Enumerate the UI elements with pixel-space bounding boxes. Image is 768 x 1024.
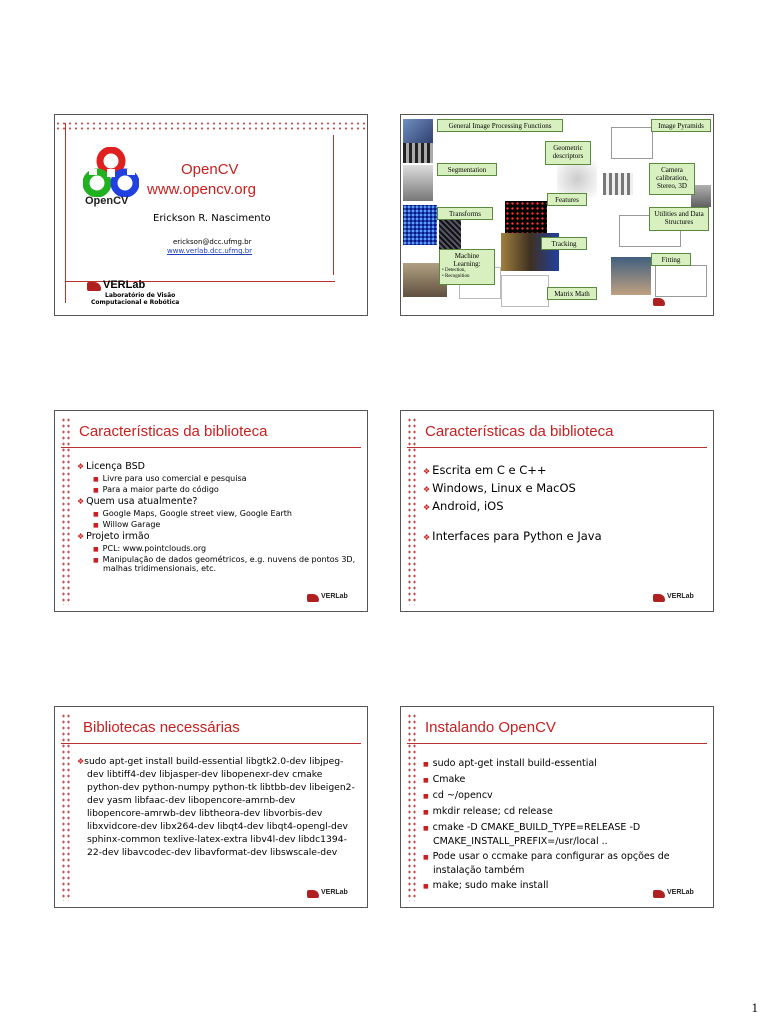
thumb-grid [403, 143, 433, 163]
sub-bullet: ■ Willow Garage [93, 520, 161, 529]
title-underline [407, 743, 707, 744]
slide1-title: OpenCV [181, 161, 239, 178]
opencv-logo-text: OpenCV [85, 195, 129, 207]
box-general-image-processing: General Image Processing Functions [437, 119, 563, 132]
bullet-text: Android, iOS [432, 499, 504, 513]
thumb-transforms-blue [403, 205, 437, 245]
step-text: mkdir release; cd release [432, 806, 553, 817]
step-text: make; sudo make install [432, 880, 549, 891]
slide4-title: Características da biblioteca [425, 423, 614, 440]
bullet-text: Escrita em C e C++ [432, 463, 547, 477]
dotted-border-left [61, 713, 71, 901]
slide-4 [400, 410, 714, 612]
red-line-left [65, 123, 66, 303]
thumb-collage-left [403, 119, 433, 143]
step-text: sudo apt-get install build-essential [432, 758, 597, 769]
sub-bullet-text: Livre para uso comercial e pesquisa [102, 474, 247, 483]
slide5-title: Bibliotecas necessárias [83, 719, 240, 736]
verlab-text: VERLab [667, 593, 694, 600]
box-machine-learning [439, 249, 495, 285]
sub-bullet-text: Manipulação de dados geométricos, e.g. nuvens de pontos 3D, malhas tridimensionais, etc. [102, 555, 356, 573]
verlab-logo-text: VERLab [103, 279, 146, 291]
bullet-item: ❖ Windows, Linux e MacOS [423, 481, 576, 495]
step-item: ■ mkdir release; cd release [423, 806, 553, 817]
step-text: cd ~/opencv [432, 790, 493, 801]
sub-bullet: ■ PCL: www.pointclouds.org [93, 544, 207, 553]
verlab-mark-icon [307, 594, 319, 602]
ml-bullet-detection: • Detection, [442, 268, 466, 274]
dotted-border-top [55, 121, 367, 131]
bullet-quem-usa: ❖ Quem usa atualmente? [77, 496, 198, 507]
slide-5 [54, 706, 368, 908]
slide-3 [54, 410, 368, 612]
bullet-item: ❖ Interfaces para Python e Java [423, 529, 602, 543]
verlab-logo-small [307, 593, 359, 605]
bullet-text: Quem usa atualmente? [86, 496, 198, 507]
thumb-hand [557, 161, 597, 197]
slide6-title: Instalando OpenCV [425, 719, 556, 736]
slide-2 [400, 114, 714, 316]
title-underline [61, 743, 361, 744]
step-text: Pode usar o ccmake para configurar as opções de instalação também [432, 851, 670, 876]
apt-get-text: sudo apt-get install build-essential libgtk2.0-dev libjpeg-dev libtiff4-dev libjasper-dev libopenexr-dev cmake python-dev python-numpy python-tk libtbb-dev libeigen2-dev yasm libfaac-dev libopencore-amrnb-dev libopencore-amrwb-dev libtheora-dev libvorbis-dev libxvidcore-dev libx264-dev libqt4-dev libqt4-opengl-dev sphinx-common texlive-latex-extra libv4l-dev libdc1394-22-dev libavcodec-dev libavformat-dev libswscale-dev [84, 756, 355, 858]
slide3-title: Características da biblioteca [79, 423, 268, 440]
dotted-border-left [407, 417, 417, 605]
lab-name-line1: Laboratório de Visão [105, 292, 176, 299]
slide1-site-link[interactable]: www.verlab.dcc.ufmg.br [167, 247, 253, 255]
sub-bullet-text: Willow Garage [102, 520, 161, 529]
sub-bullet: ■ Para a maior parte do código [93, 485, 219, 494]
title-underline [61, 447, 361, 448]
sub-bullet-text: Google Maps, Google street view, Google Earth [102, 509, 292, 518]
bullet-item: ❖ Escrita em C e C++ [423, 463, 547, 477]
bullet-text: Projeto irmão [86, 531, 150, 542]
thumb-segmentation [403, 165, 433, 201]
page-number: 1 [751, 1000, 758, 1015]
slide4-content [423, 459, 703, 547]
sub-bullet-text: PCL: www.pointclouds.org [102, 544, 207, 553]
slide6-content [423, 755, 703, 895]
step-item: ■ Cmake [423, 774, 466, 785]
box-segmentation: Segmentation [437, 163, 497, 176]
step-text: Cmake [432, 774, 466, 785]
verlab-logo-small [307, 889, 359, 901]
verlab-logo-small [653, 593, 705, 605]
verlab-text: VERLab [667, 889, 694, 896]
verlab-mark-icon [653, 298, 665, 306]
opencv-logo [83, 147, 139, 209]
box-features: Features [547, 193, 587, 206]
slide3-content [77, 459, 357, 575]
dotted-border-left [407, 713, 417, 901]
box-image-pyramids: Image Pyramids [651, 119, 711, 132]
box-camera-calibration: Camera calibration, Stereo, 3D [649, 163, 695, 195]
title-underline [407, 447, 707, 448]
opencv-rings-icon [83, 147, 139, 197]
slide1-author: Erickson R. Nascimento [153, 213, 271, 224]
box-utilities-data-structures: Utilities and Data Structures [649, 207, 709, 231]
thumb-fitting-plot [655, 265, 707, 297]
bullet-text: Windows, Linux e MacOS [432, 481, 576, 495]
box-fitting: Fitting [651, 253, 691, 266]
dotted-border-left [61, 417, 71, 605]
red-line-right [333, 135, 334, 275]
bullet-projeto-irmao: ❖ Projeto irmão [77, 531, 150, 542]
slide-6 [400, 706, 714, 908]
box-transforms: Transforms [437, 207, 493, 220]
slide-1 [54, 114, 368, 316]
slide1-email: erickson@dcc.ufmg.br [173, 238, 252, 246]
sub-bullet: ■ Manipulação de dados geométricos, e.g. nuvens de pontos 3D, malhas tridimensionais, etc. [93, 555, 356, 573]
apt-get-command: ❖sudo apt-get install build-essential libgtk2.0-dev libjpeg-dev libtiff4-dev libjasper-dev libopenexr-dev cmake python-dev python-numpy python-tk libtbb-dev libeigen2-dev yasm libfaac-dev libopencore-amrnb-dev libopencore-amrwb-dev libtheora-dev libvorbis-dev libxvidcore-dev libx264-dev libqt4-dev libqt4-opengl-dev sphinx-common texlive-latex-extra libv4l-dev libdc1394-22-dev libavcodec-dev libavformat-dev libswscale-dev [77, 756, 355, 858]
ml-title: Machine Learning: [453, 252, 481, 269]
slide1-url: www.opencv.org [147, 181, 256, 198]
sub-bullet: ■ Google Maps, Google street view, Google Earth [93, 509, 292, 518]
step-item: ■ cd ~/opencv [423, 790, 493, 801]
verlab-mark-icon [307, 890, 319, 898]
verlab-logo-small [653, 889, 705, 901]
step-text: cmake -D CMAKE_BUILD_TYPE=RELEASE -D CMAKE_INSTALL_PREFIX=/usr/local .. [432, 822, 641, 847]
sub-bullet-text: Para a maior parte do código [102, 485, 219, 494]
verlab-logo-small [653, 297, 705, 309]
box-geometric-descriptors: Geometric descriptors [545, 141, 591, 165]
thumb-fitting-photo [611, 257, 651, 295]
bullet-text: Licença BSD [86, 461, 145, 472]
thumb-camera [603, 173, 633, 195]
bullet-text: Interfaces para Python e Java [432, 529, 602, 543]
bullet-item: ❖ Android, iOS [423, 499, 504, 513]
lab-name-line2: Computacional e Robótica [91, 299, 180, 306]
ml-bullet-recognition: • Recognition [442, 273, 470, 279]
step-item: ■ Pode usar o ccmake para configurar as opções de instalação também [423, 851, 670, 876]
step-item: ■ sudo apt-get install build-essential [423, 758, 597, 769]
verlab-mark-icon [653, 890, 665, 898]
verlab-mark-icon [87, 282, 101, 291]
sub-bullet: ■ Livre para uso comercial e pesquisa [93, 474, 247, 483]
verlab-mark-icon [653, 594, 665, 602]
verlab-logo-large [87, 281, 207, 311]
thumb-pyramid-diagram [611, 127, 653, 159]
box-matrix-math: Matrix Math [547, 287, 597, 300]
thumb-transforms-dark [439, 219, 461, 249]
verlab-text: VERLab [321, 593, 348, 600]
step-item: ■ make; sudo make install [423, 880, 549, 891]
thumb-matrix-plot [501, 275, 549, 307]
slide5-content [77, 755, 355, 859]
step-item: ■ cmake -D CMAKE_BUILD_TYPE=RELEASE -D CMAKE_INSTALL_PREFIX=/usr/local .. [423, 822, 641, 847]
verlab-text: VERLab [321, 889, 348, 896]
bullet-licenca: ❖ Licença BSD [77, 461, 145, 472]
box-tracking: Tracking [541, 237, 587, 250]
